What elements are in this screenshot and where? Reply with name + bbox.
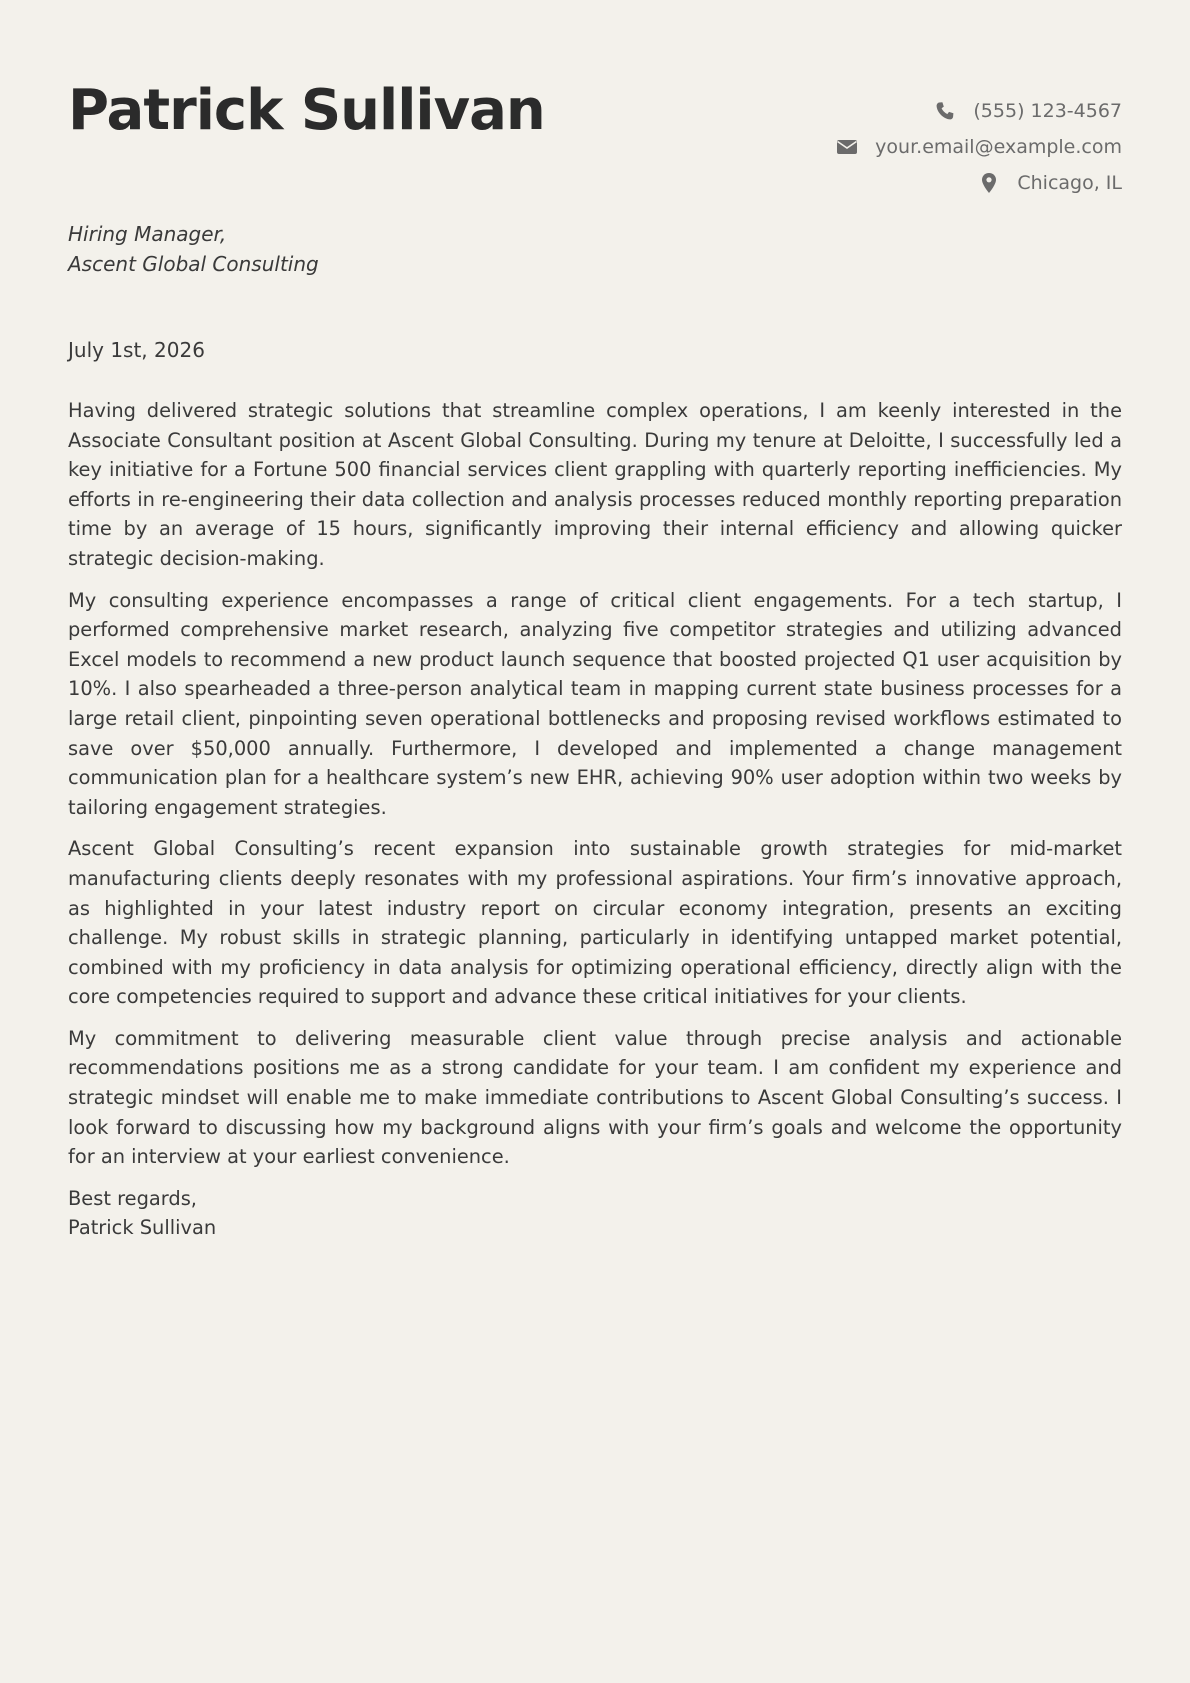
cover-letter-page xyxy=(68,0,1122,1240)
phone-text[interactable]: (555) 123-4567 xyxy=(973,100,1122,122)
recipient-title: Hiring Manager, xyxy=(68,222,227,246)
contact-email xyxy=(836,129,1122,165)
body-paragraph: My commitment to delivering measurable client value through precise analysis and actionable recommendations positions me as a strong candidate for your team. I am confident my experience and strategic mindset will enable me to make immediate contributions to Ascent Global Consulting’s success. I look forward to discussing how my background aligns with your firm’s goals and welcome the opportunity for an interview at your earliest convenience. xyxy=(68,1026,1122,1169)
body-paragraph: My consulting experience encompasses a range of critical client engagements. For a tech startup, I performed comprehensive market research, analyzing five competitor strategies and utilizing advanced Excel models to recommend a new product launch sequence that boosted projected Q1 user acquisition by 10%. I also spearheaded a three-person analytical team in mapping current state business processes for a large retail client, pinpointing seven operational bottlenecks and proposing revised workflows estimated to save over $50,000 annually. Furthermore, I developed and implemented a change management communication plan for a healthcare system’s new EHR, achieving 90% user adoption within two weeks by tailoring engagement strategies. xyxy=(68,588,1122,819)
letter-body xyxy=(68,396,1122,1243)
email-text[interactable]: your.email@example.com xyxy=(875,136,1122,158)
contact-location xyxy=(836,165,1122,201)
contact-phone xyxy=(836,93,1122,129)
recipient-company: Ascent Global Consulting xyxy=(68,252,319,276)
letter-date: July 1st, 2026 xyxy=(68,338,205,362)
letter-closing xyxy=(68,1184,1122,1243)
body-paragraph: Having delivered strategic solutions that streamline complex operations, I am keenly interested in the Associate Consultant position at Ascent Global Consulting. During my tenure at Deloitte, I successfully led a key initiative for a Fortune 500 financial services client grappling with quarterly reporting inefficiencies. My efforts in re-engineering their data collection and analysis processes reduced monthly reporting preparation time by an average of 15 hours, significantly improving their internal efficiency and allowing quicker strategic decision-making. xyxy=(68,399,1122,570)
contact-info xyxy=(836,93,1122,201)
closing-signature: Patrick Sullivan xyxy=(68,1216,217,1240)
phone-icon xyxy=(934,100,956,122)
body-paragraph: Ascent Global Consulting’s recent expansion into sustainable growth strategies for mid-market manufacturing clients deeply resonates with my professional aspirations. Your firm’s innovative approach, as highlighted in your latest industry report on circular economy integration, presents an exciting challenge. My robust skills in strategic planning, particularly in identifying untapped market potential, combined with my proficiency in data analysis for optimizing operational efficiency, directly align with the core competencies required to support and advance these critical initiatives for your clients. xyxy=(68,837,1122,1009)
letter-header xyxy=(68,0,1122,206)
recipient-block xyxy=(68,219,319,279)
envelope-icon xyxy=(836,136,858,158)
map-pin-icon xyxy=(978,172,1000,194)
closing-salutation: Best regards, xyxy=(68,1186,197,1210)
applicant-name: Patrick Sullivan xyxy=(68,78,545,143)
location-text: Chicago, IL xyxy=(1017,172,1122,194)
